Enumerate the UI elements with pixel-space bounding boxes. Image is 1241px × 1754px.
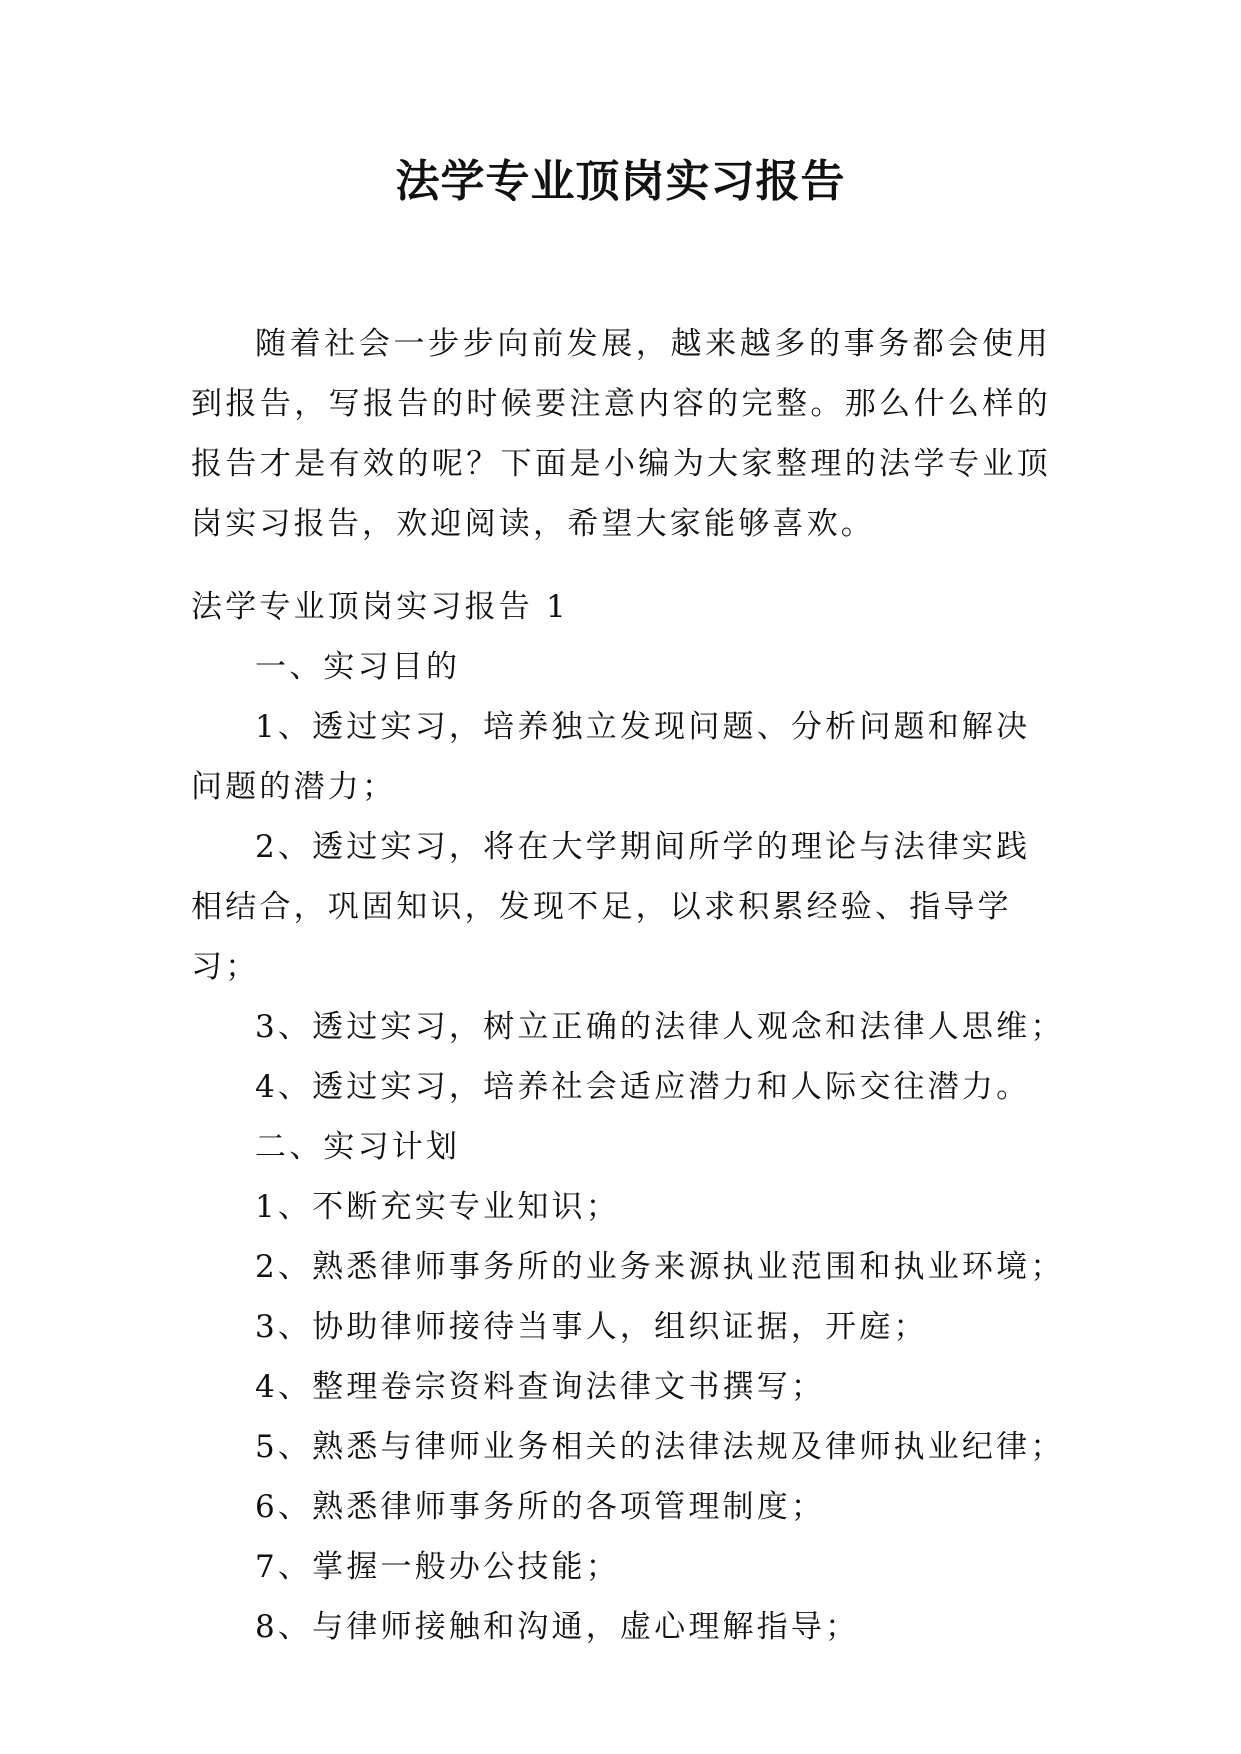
part2-item: 2、熟悉律师事务所的业务来源执业范围和执业环境； <box>255 1249 1065 1285</box>
part2-heading: 二、实习计划 <box>255 1129 461 1165</box>
part2-item: 3、协助律师接待当事人，组织证据，开庭； <box>255 1309 928 1345</box>
section-heading: 法学专业顶岗实习报告 1 <box>191 589 569 625</box>
part2-item: 1、不断充实专业知识； <box>255 1189 620 1225</box>
part2-item: 7、掌握一般办公技能； <box>255 1549 620 1585</box>
part1-item: 1、透过实习，培养独立发现问题、分析问题和解决问题的潜力； <box>191 709 1031 805</box>
part2-item: 5、熟悉与律师业务相关的法律法规及律师执业纪律； <box>255 1429 1065 1465</box>
part1-item: 4、透过实习，培养社会适应潜力和人际交往潜力。 <box>255 1069 1031 1105</box>
intro-paragraph: 随着社会一步步向前发展，越来越多的事务都会使用到报告，写报告的时候要注意内容的完整。那么什么样的报告才是有效的呢？下面是小编为大家整理的法学专业顶岗实习报告，欢迎阅读，希望大家能够喜欢。 <box>191 326 1051 542</box>
part2-item: 8、与律师接触和沟通，虚心理解指导； <box>255 1609 860 1645</box>
part2-item: 6、熟悉律师事务所的各项管理制度； <box>255 1489 826 1525</box>
part1-item: 3、透过实习，树立正确的法律人观念和法律人思维； <box>255 1009 1065 1045</box>
part2-item: 4、整理卷宗资料查询法律文书撰写； <box>255 1369 826 1405</box>
part1-item: 2、透过实习，将在大学期间所学的理论与法律实践相结合，巩固知识，发现不足，以求积累经验、指导学习； <box>191 829 1031 985</box>
part1-heading: 一、实习目的 <box>255 649 461 685</box>
document-title: 法学专业顶岗实习报告 <box>395 156 846 207</box>
report-content <box>191 577 1065 1657</box>
